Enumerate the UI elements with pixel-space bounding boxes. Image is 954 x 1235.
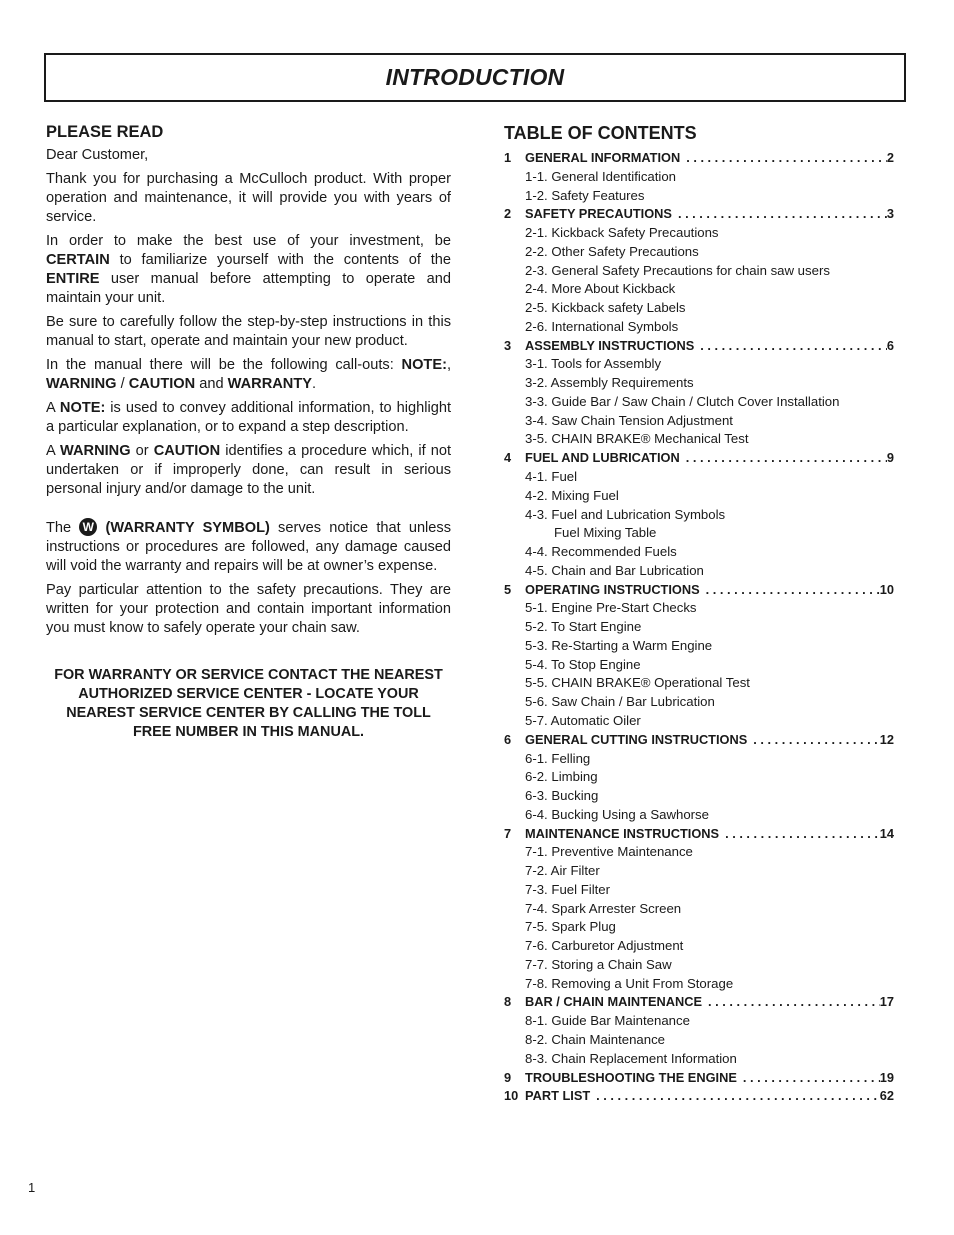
toc-subsection-row: [504, 843, 894, 862]
toc-section-label: BAR / CHAIN MAINTENANCE: [525, 994, 703, 1010]
toc-subsection-label: 7-4. Spark Arrester Screen: [525, 900, 682, 916]
toc-subsection-label: 7-1. Preventive Maintenance: [525, 844, 693, 860]
toc-subsection-label: 3-3. Guide Bar / Saw Chain / Clutch Cover Installation: [525, 393, 840, 409]
table-of-contents: [504, 121, 894, 1106]
toc-subsection-row: [504, 524, 894, 543]
toc-subsection-row: [504, 787, 894, 806]
toc-section-entry: [525, 1069, 894, 1088]
toc-subsection-label: 2-1. Kickback Safety Precautions: [525, 225, 719, 241]
toc-subsection-label: 5-4. To Stop Engine: [525, 656, 641, 672]
toc-section-entry: [525, 581, 894, 600]
toc-page-number: 6: [886, 337, 894, 353]
toc-subsection-label: 5-2. To Start Engine: [525, 619, 642, 635]
toc-subsection-label: 5-3. Re-Starting a Warm Engine: [525, 637, 713, 653]
text: identifies a procedure which, if not undertaken or if improperly done, can result in serious personal injury and/or damage to the unit.: [46, 443, 451, 497]
toc-subsection-row: [504, 243, 894, 262]
emphasis: NOTE:: [401, 357, 447, 373]
toc-section-number: 10: [504, 1088, 519, 1104]
toc-subsection-row: [504, 393, 894, 412]
toc-subsection-row: [504, 412, 894, 431]
toc-subsection-label: 4-3. Fuel and Lubrication Symbols: [525, 506, 726, 522]
toc-subsection-row: [504, 881, 894, 900]
toc-subsection-row: [504, 806, 894, 825]
toc-subsection-row: [504, 862, 894, 881]
paragraph-warning: [46, 442, 451, 499]
text: is used to convey additional information, to highlight a particular explanation, or to expand a step description.: [46, 400, 452, 435]
toc-subsection-row: [504, 487, 894, 506]
toc-section-entry: [525, 449, 894, 468]
emphasis: (WARRANTY SYMBOL): [97, 520, 270, 536]
toc-leader-dots: [694, 337, 887, 356]
toc-leader-dots: [590, 1087, 880, 1106]
toc-subsection-label: 7-7. Storing a Chain Saw: [525, 956, 672, 972]
toc-subsection-label: 7-2. Air Filter: [525, 863, 600, 879]
toc-section-number: 7: [504, 825, 512, 841]
toc-page-number: 9: [886, 450, 894, 466]
toc-section-entry: [525, 149, 894, 168]
toc-leader-dots: [719, 825, 880, 844]
emphasis: WARRANTY: [227, 376, 312, 392]
toc-subsection-label: 2-6. International Symbols: [525, 318, 679, 334]
toc-section-number: 5: [504, 581, 512, 597]
toc-subsection-row: [504, 656, 894, 675]
toc-section-row: [504, 825, 894, 844]
toc-subsection-label: Fuel Mixing Table: [554, 525, 657, 541]
emphasis: WARNING: [60, 443, 131, 459]
toc-page-number: 62: [879, 1088, 894, 1104]
toc-subsection-row: [504, 318, 894, 337]
toc-section-entry: [525, 205, 894, 224]
toc-subsection-label: 1-1. General Identification: [525, 168, 677, 184]
page-title: INTRODUCTION: [385, 64, 565, 90]
toc-subsection-label: 6-2. Limbing: [525, 769, 598, 785]
toc-subsection-row: [504, 768, 894, 787]
paragraph-warranty: [46, 518, 451, 576]
paragraph-thanks: Thank you for purchasing a McCulloch product. With proper operation and maintenance, it will provide you with years of service.: [46, 171, 451, 225]
toc-subsection-row: [504, 937, 894, 956]
emphasis: CAUTION: [153, 443, 221, 459]
toc-subsection-label: 8-2. Chain Maintenance: [525, 1031, 666, 1047]
title-box: [44, 53, 906, 102]
toc-subsection-row: [504, 618, 894, 637]
emphasis: ENTIRE: [46, 271, 100, 287]
toc-section-label: GENERAL INFORMATION: [525, 150, 681, 165]
toc-subsection-label: 5-1. Engine Pre-Start Checks: [525, 600, 697, 616]
toc-section-row: [504, 731, 894, 750]
toc-subsection-row: [504, 900, 894, 919]
text: The: [46, 520, 80, 536]
toc-section-number: 6: [504, 731, 512, 747]
toc-leader-dots: [702, 993, 880, 1012]
toc-subsection-label: 4-1. Fuel: [525, 469, 578, 485]
text: A: [46, 443, 61, 459]
toc-subsection-row: [504, 187, 894, 206]
toc-subsection-row: [504, 1012, 894, 1031]
toc-subsection-row: [504, 224, 894, 243]
toc-section-number: 3: [504, 337, 512, 353]
toc-subsection-label: 6-1. Felling: [525, 750, 591, 766]
paragraph-note: [46, 399, 451, 437]
toc-subsection-row: [504, 750, 894, 769]
toc-subsection-row: [504, 975, 894, 994]
toc-section-number: 1: [504, 150, 512, 165]
toc-subsection-label: 5-6. Saw Chain / Bar Lubrication: [525, 694, 715, 710]
emphasis: CAUTION: [128, 376, 196, 392]
toc-subsection-row: [504, 712, 894, 731]
page-number: 1: [28, 1180, 36, 1195]
toc-subsection-row: [504, 374, 894, 393]
toc-subsection-row: [504, 262, 894, 281]
toc-page-number: 3: [886, 206, 894, 222]
toc-subsection-row: [504, 299, 894, 318]
toc-subsection-label: 8-1. Guide Bar Maintenance: [525, 1013, 690, 1029]
toc-leader-dots: [700, 581, 880, 600]
toc-subsection-row: [504, 506, 894, 525]
toc-subsection-label: 5-5. CHAIN BRAKE® Operational Test: [525, 675, 750, 691]
toc-page-number: 19: [879, 1069, 894, 1085]
toc-page-number: 12: [879, 731, 894, 747]
toc-subsection-row: [504, 280, 894, 299]
toc-section-number: 8: [504, 994, 512, 1010]
toc-section-entry: [525, 337, 894, 356]
toc-subsection-row: [504, 599, 894, 618]
toc-subsection-label: 4-4. Recommended Fuels: [525, 544, 677, 560]
text: A: [46, 400, 60, 416]
toc-section-label: MAINTENANCE INSTRUCTIONS: [525, 825, 720, 841]
toc-subsection-label: 7-6. Carburetor Adjustment: [525, 938, 684, 954]
toc-subsection-label: 3-5. CHAIN BRAKE® Mechanical Test: [525, 431, 749, 447]
toc-section-row: [504, 993, 894, 1012]
toc-leader-dots: [672, 205, 887, 224]
toc-section-entry: [525, 993, 894, 1012]
toc-subsection-label: 6-4. Bucking Using a Sawhorse: [525, 806, 709, 822]
toc-subsection-label: 3-2. Assembly Requirements: [525, 375, 694, 391]
paragraph-safety: Pay particular attention to the safety precautions. They are written for your protection and contain important information you must know to safely operate your chain saw.: [46, 582, 451, 636]
toc-subsection-row: [504, 168, 894, 187]
toc-section-entry: [525, 825, 894, 844]
toc-page-number: 2: [886, 150, 894, 165]
toc-subsection-row: [504, 918, 894, 937]
toc-section-row: [504, 1069, 894, 1088]
toc-section-row: [504, 1087, 894, 1106]
toc-subsection-label: 7-8. Removing a Unit From Storage: [525, 975, 734, 991]
toc-subsection-label: 2-2. Other Safety Precautions: [525, 243, 699, 259]
toc-subsection-row: [504, 468, 894, 487]
toc-subsection-row: [504, 430, 894, 449]
please-read-heading: PLEASE READ: [46, 123, 164, 141]
toc-leader-dots: [680, 449, 887, 468]
toc-subsection-row: [504, 562, 894, 581]
emphasis: CERTAIN: [46, 252, 110, 268]
toc-section-row: [504, 149, 894, 168]
toc-subsection-label: 7-5. Spark Plug: [525, 919, 616, 935]
text: /: [116, 376, 129, 392]
toc-subsection-row: [504, 693, 894, 712]
toc-subsection-label: 5-7. Automatic Oiler: [525, 712, 641, 728]
emphasis: WARNING: [46, 376, 117, 392]
toc-subsection-label: 2-4. More About Kickback: [525, 281, 676, 297]
toc-section-label: FUEL AND LUBRICATION: [525, 450, 680, 466]
service-contact-notice: FOR WARRANTY OR SERVICE CONTACT THE NEAREST AUTHORIZED SERVICE CENTER - LOCATE YOUR NEAREST SERVICE CENTER BY CALLING THE TOLL FREE NUMBER IN THIS MANUAL.: [54, 667, 443, 740]
toc-leader-dots: [680, 149, 887, 168]
toc-section-label: SAFETY PRECAUTIONS: [525, 206, 672, 222]
toc-list: [504, 149, 894, 1106]
text: serves notice that unless instructions or procedures are followed, any damage caused will void the warranty and repairs will be at owner’s expense.: [46, 520, 452, 574]
toc-subsection-label: 3-1. Tools for Assembly: [525, 356, 662, 372]
toc-subsection-row: [504, 674, 894, 693]
toc-subsection-label: 4-2. Mixing Fuel: [525, 487, 619, 503]
toc-section-row: [504, 449, 894, 468]
paragraph-instructions: Be sure to carefully follow the step-by-step instructions in this manual to start, operate and maintain your new product.: [46, 314, 451, 349]
please-read-section: [46, 121, 451, 742]
toc-subsection-label: 1-2. Safety Features: [525, 187, 645, 203]
emphasis: NOTE:: [59, 400, 106, 416]
toc-section-number: 4: [504, 450, 512, 466]
toc-section-label: PART LIST: [525, 1088, 591, 1104]
toc-subsection-row: [504, 1031, 894, 1050]
text: user manual before attempting to operate and maintain your unit.: [46, 271, 451, 306]
greeting: Dear Customer,: [46, 147, 149, 163]
toc-section-row: [504, 581, 894, 600]
toc-subsection-row: [504, 956, 894, 975]
toc-section-entry: [525, 1087, 894, 1106]
text: or: [130, 443, 154, 459]
toc-subsection-row: [504, 543, 894, 562]
toc-section-label: ASSEMBLY INSTRUCTIONS: [525, 337, 695, 353]
toc-page-number: 14: [879, 825, 894, 841]
toc-section-number: 9: [504, 1069, 512, 1085]
toc-section-entry: [525, 731, 894, 750]
toc-subsection-label: 8-3. Chain Replacement Information: [525, 1050, 737, 1066]
paragraph-certain: [46, 232, 451, 308]
toc-leader-dots: [737, 1069, 880, 1088]
text: In order to make the best use of your investment, be: [46, 233, 451, 249]
toc-section-label: TROUBLESHOOTING THE ENGINE: [525, 1069, 737, 1085]
toc-subsection-label: 7-3. Fuel Filter: [525, 881, 611, 897]
toc-heading: TABLE OF CONTENTS: [504, 123, 697, 143]
toc-section-number: 2: [504, 206, 512, 222]
text: .: [312, 376, 317, 392]
text: ,: [446, 357, 451, 373]
toc-subsection-label: 3-4. Saw Chain Tension Adjustment: [525, 412, 733, 428]
toc-section-row: [504, 337, 894, 356]
toc-leader-dots: [747, 731, 879, 750]
toc-subsection-label: 2-5. Kickback safety Labels: [525, 300, 686, 316]
toc-subsection-label: 4-5. Chain and Bar Lubrication: [525, 562, 704, 578]
toc-subsection-row: [504, 637, 894, 656]
toc-section-label: GENERAL CUTTING INSTRUCTIONS: [525, 731, 748, 747]
toc-section-row: [504, 205, 894, 224]
warranty-symbol-icon: W: [79, 518, 97, 536]
text: and: [195, 376, 228, 392]
text: to familiarize yourself with the contents of the: [109, 252, 451, 268]
toc-page-number: 10: [879, 581, 894, 597]
toc-section-label: OPERATING INSTRUCTIONS: [525, 581, 700, 597]
text: In the manual there will be the following call-outs:: [46, 357, 402, 373]
toc-subsection-label: 6-3. Bucking: [525, 788, 599, 804]
toc-subsection-row: [504, 355, 894, 374]
toc-subsection-row: [504, 1050, 894, 1069]
paragraph-callouts: [46, 356, 451, 394]
toc-page-number: 17: [879, 994, 894, 1010]
toc-subsection-label: 2-3. General Safety Precautions for chain saw users: [525, 262, 830, 278]
